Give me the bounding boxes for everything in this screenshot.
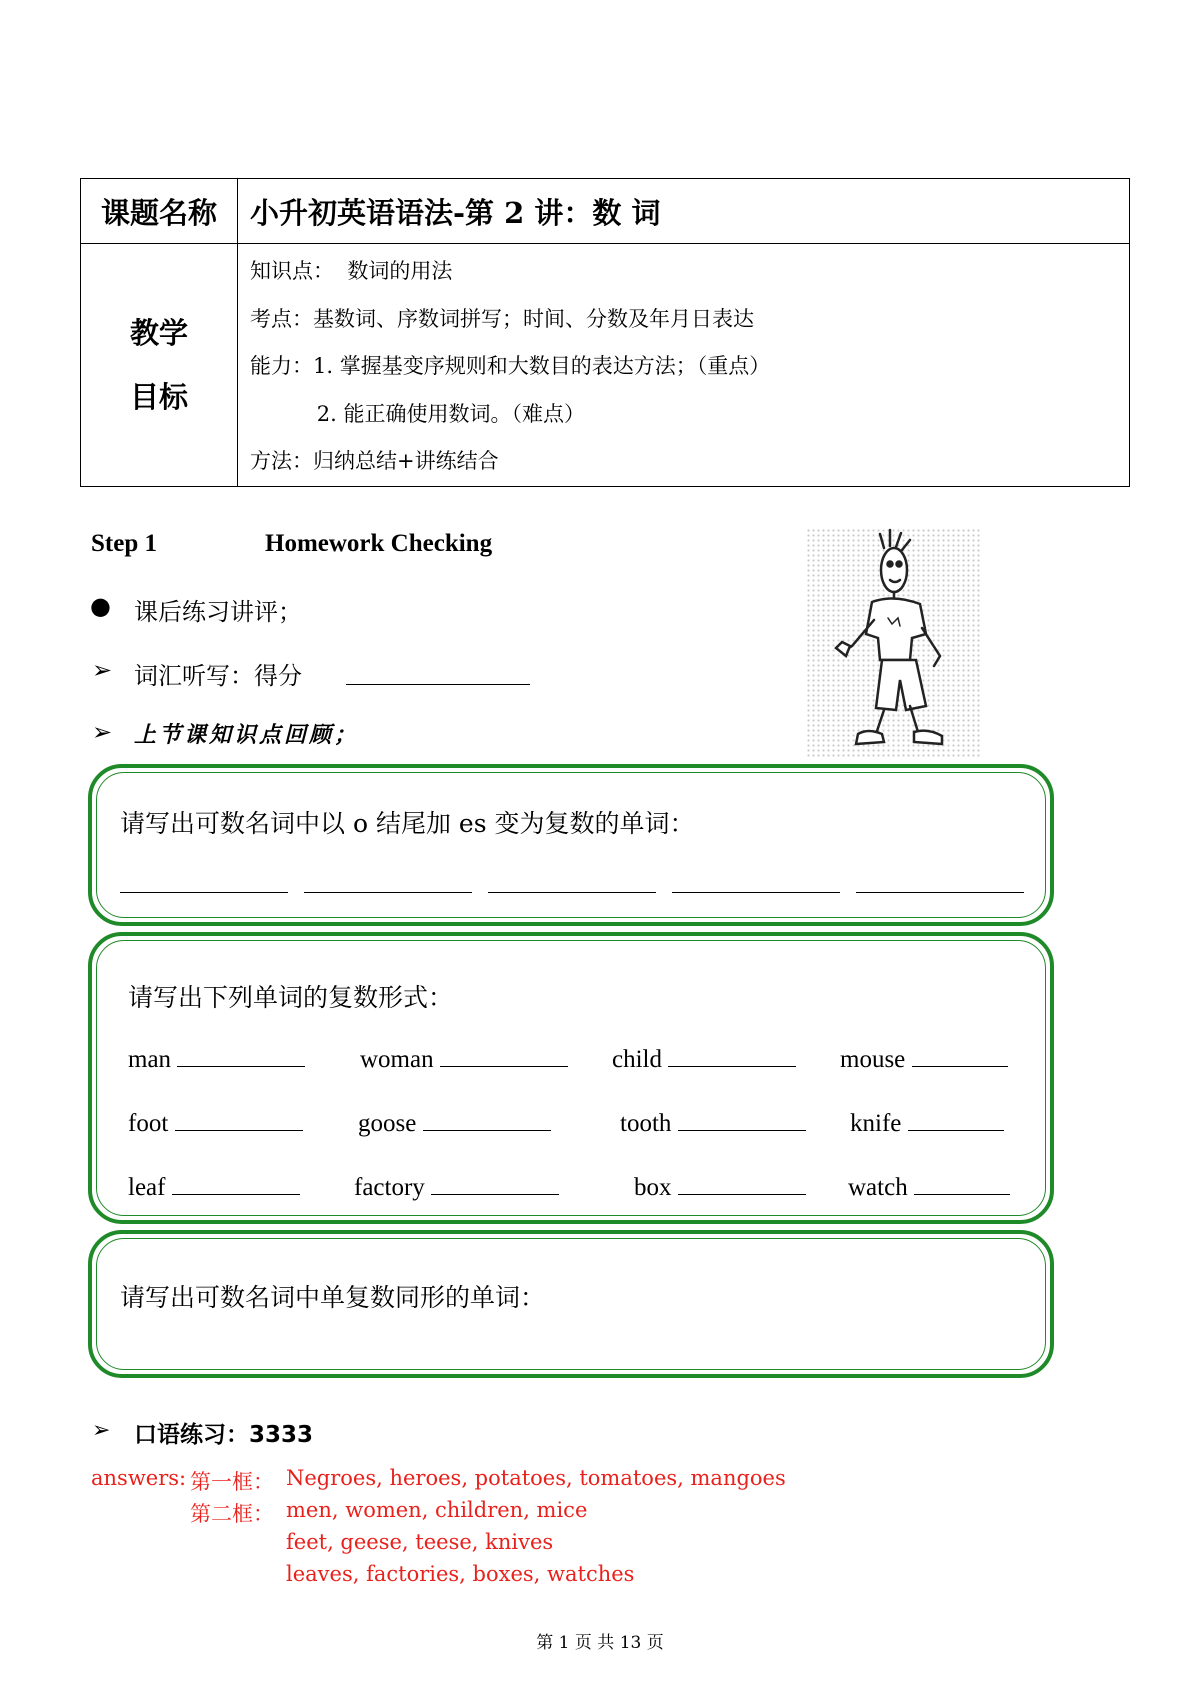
answer-blank[interactable] xyxy=(304,892,472,893)
page-footer: 第 1 页 共 13 页 xyxy=(536,1633,664,1653)
answers-box2-line2: feet, geese, teese, knives xyxy=(286,1530,554,1554)
word-label: man xyxy=(128,1046,172,1073)
goal-ability-1: 能力：1. 掌握基变序规则和大数目的表达方法；（重点） xyxy=(250,354,771,378)
oral-practice: 口语练习：3333 xyxy=(134,1422,314,1448)
word-label: factory xyxy=(354,1174,425,1201)
answer-blank[interactable] xyxy=(120,892,288,893)
bullet-homework-review: 课后练习讲评； xyxy=(134,598,302,626)
bullet-last-lesson-review: 上节课知识点回顾； xyxy=(134,722,360,748)
word-label: watch xyxy=(848,1174,908,1201)
word-item xyxy=(634,1172,806,1202)
arrow-bullet-icon: ➢ xyxy=(92,718,113,746)
exercise-box-plural-forms xyxy=(88,932,1054,1224)
goal-ability-2: 2. 能正确使用数词。（难点） xyxy=(250,401,585,426)
answer-blank[interactable] xyxy=(908,1108,1004,1131)
answer-blank[interactable] xyxy=(175,1108,303,1131)
topic-title: 小升初英语语法-第 2 讲：数 词 xyxy=(238,179,1130,244)
word-item xyxy=(128,1044,305,1074)
word-label: child xyxy=(612,1046,662,1073)
cartoon-figure-icon xyxy=(806,528,982,758)
answers-box1-label: 第一框： xyxy=(190,1470,274,1494)
answer-blank[interactable] xyxy=(440,1044,568,1067)
lesson-header-table xyxy=(80,178,1130,487)
box2-prompt: 请写出下列单词的复数形式： xyxy=(128,983,454,1012)
box1-prompt: 请写出可数名词中以 o 结尾加 es 变为复数的单词： xyxy=(120,809,695,838)
word-item xyxy=(620,1108,806,1138)
exercise-box-es-plurals xyxy=(88,764,1054,926)
word-item xyxy=(612,1044,796,1074)
answer-blank[interactable] xyxy=(177,1044,305,1067)
answers-box1: Negroes, heroes, potatoes, tomatoes, mangoes xyxy=(286,1466,786,1490)
answer-blank[interactable] xyxy=(668,1044,796,1067)
answer-blank[interactable] xyxy=(423,1108,551,1131)
word-item xyxy=(128,1108,303,1138)
word-label: mouse xyxy=(840,1046,906,1073)
word-label: woman xyxy=(360,1046,434,1073)
answers-box2-label: 第二框： xyxy=(190,1502,274,1526)
answers-label: answers: xyxy=(91,1466,187,1490)
step-title: Homework Checking xyxy=(265,530,493,557)
answer-blank[interactable] xyxy=(678,1108,806,1131)
answer-blank[interactable] xyxy=(672,892,840,893)
word-label: leaf xyxy=(128,1174,166,1201)
word-item xyxy=(358,1108,551,1138)
arrow-bullet-icon: ➢ xyxy=(92,656,113,684)
answer-blank[interactable] xyxy=(678,1172,806,1195)
exercise-box-same-plural xyxy=(88,1230,1054,1378)
goal-method: 方法：归纳总结+讲练结合 xyxy=(250,449,499,473)
goal-knowledge: 知识点： 数词的用法 xyxy=(250,259,453,283)
word-item xyxy=(840,1044,1008,1074)
word-item xyxy=(848,1172,1010,1202)
answer-blank[interactable] xyxy=(172,1172,300,1195)
word-item xyxy=(360,1044,568,1074)
goal-label-line2: 目标 xyxy=(129,379,188,414)
word-label: tooth xyxy=(620,1110,672,1137)
answer-blank[interactable] xyxy=(914,1172,1010,1195)
answer-blank[interactable] xyxy=(431,1172,559,1195)
arrow-bullet-icon: ➢ xyxy=(92,1418,111,1443)
bullet-vocab-dictation: 词汇听写：得分 xyxy=(134,662,302,690)
word-label: goose xyxy=(358,1110,417,1137)
goals-cell xyxy=(238,244,1130,487)
bullet-dot-icon: ● xyxy=(90,592,111,620)
answers-box2-line3: leaves, factories, boxes, watches xyxy=(286,1562,635,1586)
answer-blank[interactable] xyxy=(488,892,656,893)
answers-box2-line1: men, women, children, mice xyxy=(286,1498,588,1522)
score-blank xyxy=(346,684,530,685)
word-item xyxy=(128,1172,300,1202)
word-label: foot xyxy=(128,1110,169,1137)
answer-blank[interactable] xyxy=(912,1044,1008,1067)
goal-label xyxy=(81,244,238,487)
word-label: box xyxy=(634,1174,672,1201)
answer-blank[interactable] xyxy=(856,892,1024,893)
step-label: Step 1 xyxy=(91,530,157,557)
goal-label-line1: 教学 xyxy=(129,315,188,350)
topic-label: 课题名称 xyxy=(81,179,238,244)
box3-prompt: 请写出可数名词中单复数同形的单词： xyxy=(120,1283,546,1312)
word-label: knife xyxy=(850,1110,902,1137)
word-item xyxy=(354,1172,559,1202)
word-item xyxy=(850,1108,1004,1138)
goal-exam-points: 考点：基数词、序数词拼写；时间、分数及年月日表达 xyxy=(250,306,754,331)
